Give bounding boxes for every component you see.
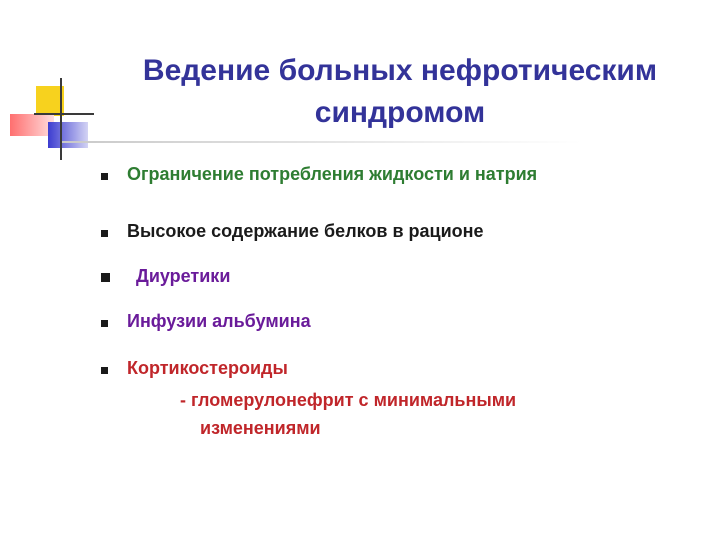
bullet-square-icon <box>101 230 108 237</box>
slide-title <box>90 50 710 134</box>
sub-note-line-2: изменениями <box>200 418 321 438</box>
bullet-square-icon <box>101 320 108 327</box>
bullet-square-icon <box>101 173 108 180</box>
blue-square-decoration <box>48 122 88 148</box>
sub-note-line-1: - гломерулонефрит с минимальными <box>180 390 517 410</box>
horizontal-line-decoration <box>34 113 94 115</box>
bullet-text: Высокое содержание белков в рационе <box>127 221 484 241</box>
bullet-text: Кортикостероиды <box>127 358 288 378</box>
title-underline <box>62 141 582 143</box>
vertical-line-decoration <box>60 78 62 160</box>
bullet-text: Ограничение потребления жидкости и натрия <box>127 164 538 184</box>
title-line-2: синдромом <box>314 96 486 129</box>
bullet-text: Инфузии альбумина <box>127 311 311 331</box>
bullet-text: Диуретики <box>136 266 231 286</box>
title-line-1: Ведение больных нефротическим <box>142 54 658 87</box>
bullet-square-icon <box>101 273 110 282</box>
bullet-square-icon <box>101 367 108 374</box>
